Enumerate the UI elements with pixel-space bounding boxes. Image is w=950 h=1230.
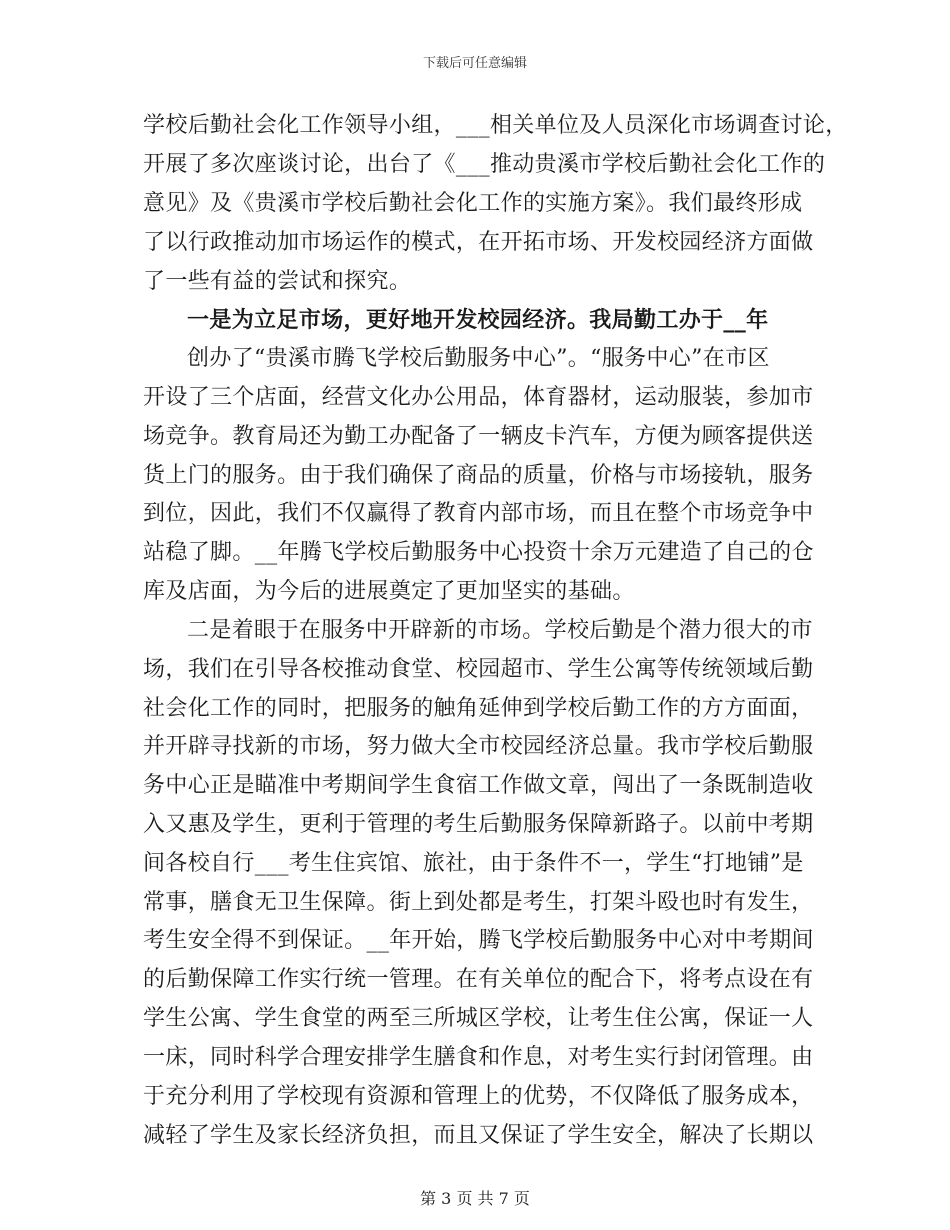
text-line: 场竞争。教育局还为勤工办配备了一辆皮卡汽车，方便为顾客提供送 — [143, 424, 814, 449]
text-line: 的后勤保障工作实行统一管理。在有关单位的配合下，将考点设在有 — [143, 967, 814, 992]
text-line: 创办了“贵溪市腾飞学校后勤服务中心”。“服务中心”在市区 — [187, 346, 770, 371]
text-line: 学校后勤社会化工作领导小组，___相关单位及人员深化市场调查讨论， — [143, 113, 848, 138]
text-line: 开展了多次座谈讨论，出台了《___推动贵溪市学校后勤社会化工作的 — [143, 152, 826, 177]
text-line: 开设了三个店面，经营文化办公用品，体育器材，运动服装，参加市 — [143, 385, 814, 410]
paragraph-heading: 一是为立足市场，更好地开发校园经济。我局勤工办于__年 — [187, 307, 769, 333]
text-line: 意见》及《贵溪市学校后勤社会化工作的实施方案》。我们最终形成 — [143, 191, 803, 216]
text-line: 减轻了学生及家长经济负担，而且又保证了学生安全，解决了长期以 — [143, 1123, 814, 1148]
text-line: 二是着眼于在服务中开辟新的市场。学校后勤是个潜力很大的市 — [187, 618, 813, 643]
text-line: 了一些有益的尝试和探究。 — [143, 269, 412, 294]
text-line: 入又惠及学生，更利于管理的考生后勤服务保障新路子。以前中考期 — [143, 812, 814, 837]
text-line: 社会化工作的同时，把服务的触角延伸到学校后勤工作的方方面面， — [143, 696, 814, 721]
text-line: 于充分利用了学校现有资源和管理上的优势，不仅降低了服务成本， — [143, 1084, 814, 1109]
text-line: 并开辟寻找新的市场，努力做大全市校园经济总量。我市学校后勤服 — [143, 734, 814, 759]
text-line: 站稳了脚。__年腾飞学校后勤服务中心投资十余万元建造了自己的仓 — [143, 540, 814, 565]
text-line: 一床，同时科学合理安排学生膳食和作息，对考生实行封闭管理。由 — [143, 1045, 814, 1070]
text-line: 考生安全得不到保证。__年开始，腾飞学校后勤服务中心对中考期间 — [143, 928, 814, 953]
text-line: 场，我们在引导各校推动食堂、校园超市、学生公寓等传统领域后勤 — [143, 657, 814, 682]
text-line: 常事，膳食无卫生保障。街上到处都是考生，打架斗殴也时有发生， — [143, 890, 814, 915]
text-line: 间各校自行___考生住宾馆、旅社，由于条件不一，学生“打地铺”是 — [143, 851, 804, 876]
text-line: 学生公寓、学生食堂的两至三所城区学校，让考生住公寓，保证一人 — [143, 1006, 814, 1031]
text-line: 库及店面，为今后的进展奠定了更加坚实的基础。 — [143, 579, 635, 604]
text-line: 务中心正是瞄准中考期间学生食宿工作做文章，闯出了一条既制造收 — [143, 773, 814, 798]
text-line: 货上门的服务。由于我们确保了商品的质量，价格与市场接轨，服务 — [143, 463, 814, 488]
page-header: 下载后可任意编辑 — [422, 56, 527, 71]
page-number: 第 3 页 共 7 页 — [420, 1189, 530, 1208]
text-line: 到位，因此，我们不仅赢得了教育内部市场，而且在整个市场竞争中 — [143, 501, 814, 526]
text-line: 了以行政推动加市场运作的模式，在开拓市场、开发校园经济方面做 — [143, 230, 814, 255]
